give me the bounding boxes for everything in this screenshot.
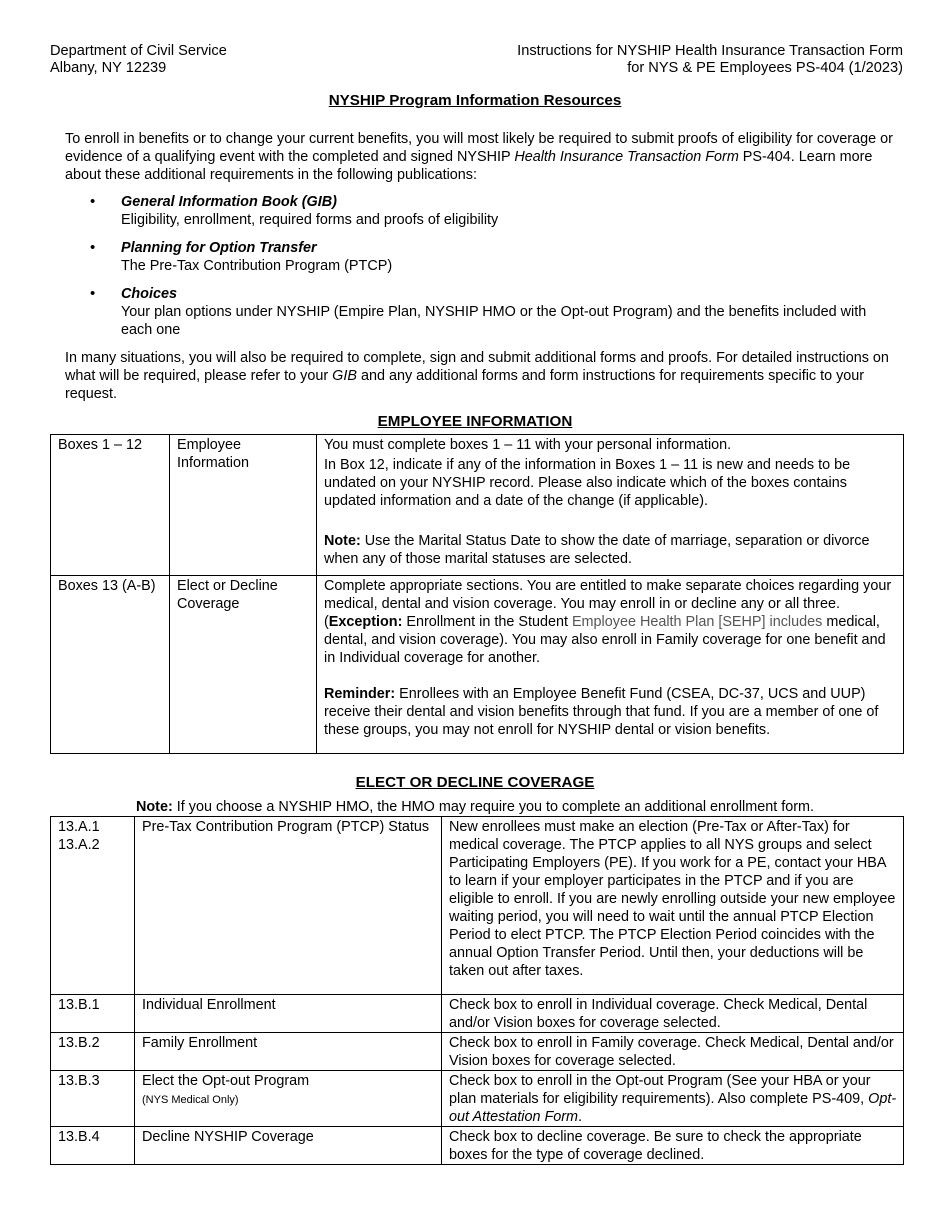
box-code: 13.A.2 (58, 837, 100, 853)
table-row (51, 995, 904, 1033)
item-description-cell: Check box to enroll in Individual coverage. Check Medical, Dental and/or Vision boxes for coverage selected. (442, 995, 904, 1033)
publication-title: • General Information Book (GIB) (121, 194, 337, 210)
box-code-cell: 13.B.4 (51, 1127, 135, 1165)
instruction-part: Complete appropriate sections. You are entitled to make separate choices regarding your medical, dental and vision coverage. You may enroll in or decline any or all three. ( (324, 578, 892, 630)
section-label-cell: Elect or Decline Coverage (170, 576, 317, 754)
exception-label: Exception: (328, 614, 403, 630)
instruction-part: Enrollment in the Student (402, 614, 572, 630)
employee-info-table (50, 434, 904, 754)
item-description-cell: Check box to decline coverage. Be sure to check the appropriate boxes for the type of coverage declined. (442, 1127, 904, 1165)
note-label: Note: (324, 533, 361, 549)
note-body: If you choose a NYSHIP HMO, the HMO may require you to complete an additional enrollment form. (172, 799, 814, 815)
box-code-cell (51, 817, 135, 995)
publications-list (65, 193, 885, 349)
publication-item (65, 239, 885, 275)
description-end: . (578, 1109, 583, 1125)
note-label: Note: (136, 799, 173, 815)
elect-decline-table (50, 816, 904, 1165)
reminder-body: Enrollees with an Employee Benefit Fund (CSEA, DC-37, UCS and UUP) receive their dental and vision benefits through that fund. If you are a member of one of these groups, you may not enroll for NYSHIP dental or vision benefits. (324, 686, 879, 738)
item-label-cell: Individual Enrollment (135, 995, 442, 1033)
section-label-cell: Employee Information (170, 435, 317, 576)
item-label-cell (135, 1071, 442, 1127)
form-title-line2: for NYS & PE Employees PS-404 (1/2023) (627, 60, 903, 76)
instruction-part: medical, dental, and vision coverage). You may also enroll in Family coverage for one benefit and in Individual coverage for another. (324, 614, 886, 666)
intro-text: To enroll in benefits or to change your current benefits, you will most likely be required to submit proofs of eligibility for coverage or evidence of a qualifying event with the completed and signed NYSHIP (65, 131, 893, 165)
publication-item (65, 193, 885, 229)
publication-item (65, 285, 885, 339)
resources-title: NYSHIP Program Information Resources (328, 92, 622, 109)
para2-text: In many situations, you will also be required to complete, sign and submit additional forms and proofs. For detailed instructions on what will be required, please refer to your (65, 350, 889, 384)
box-code-cell: 13.B.3 (51, 1071, 135, 1127)
publication-title: • Planning for Option Transfer (121, 240, 317, 256)
table-row (51, 1071, 904, 1127)
intro-form-name: Health Insurance Transaction Form (514, 149, 739, 165)
publication-title: • Choices (121, 286, 177, 302)
boxes-cell: Boxes 1 – 12 (51, 435, 170, 576)
instructions-cell (317, 576, 904, 754)
additional-requirements-paragraph (65, 349, 900, 403)
publication-description: Your plan options under NYSHIP (Empire Plan, NYSHIP HMO or the Opt-out Program) and the benefits included with each one (121, 304, 867, 338)
item-sublabel: (NYS Medical Only) (142, 1094, 239, 1106)
intro-text-end: PS-404. Learn more about these additional requirements in the following publications: (65, 149, 873, 183)
instruction-text: You must complete boxes 1 – 11 with your personal information. (324, 437, 732, 453)
item-label-cell: Decline NYSHIP Coverage (135, 1127, 442, 1165)
form-title-line1: Instructions for NYSHIP Health Insurance Transaction Form (517, 43, 903, 59)
table-row (51, 576, 904, 754)
elect-decline-title: ELECT OR DECLINE COVERAGE (355, 774, 595, 791)
sehp-text: Employee Health Plan [SEHP] includes (571, 614, 823, 630)
header-right (517, 43, 903, 77)
header-left (50, 43, 227, 77)
item-description-cell (442, 1071, 904, 1127)
para2-text-end: and any additional forms and form instructions for requirements specific to your request. (65, 368, 865, 402)
hmo-note (0, 798, 950, 816)
box-code-cell: 13.B.2 (51, 1033, 135, 1071)
item-description-cell: New enrollees must make an election (Pre-Tax or After-Tax) for medical coverage. The PTCP applies to all NYS groups and select Participating Employers (PE). If you work for a PE, contact your HBA to learn if your employer participates in the PTCP and if you are eligible to enroll. If you are newly enrolling outside your new employee waiting period, you will need to wait until the annual PTCP Election Period to elect PTCP. The PTCP Election Period coincides with the annual Option Transfer Period. Until then, your deductions will be taken out after taxes. (442, 817, 904, 995)
instruction-text: In Box 12, indicate if any of the information in Boxes 1 – 11 is new and needs to be undated on your NYSHIP record. Please also indicate which of the boxes contains updated information and a date of the change (if applicable). (324, 457, 851, 509)
item-label-cell: Pre-Tax Contribution Program (PTCP) Status (135, 817, 442, 995)
note-body: Use the Marital Status Date to show the date of marriage, separation or divorce when any of those marital statuses are selected. (324, 533, 870, 567)
item-label-cell: Family Enrollment (135, 1033, 442, 1071)
instructions-cell (317, 435, 904, 576)
opt-out-form-name: Opt-out Attestation Form (449, 1091, 897, 1125)
note-text (324, 532, 897, 568)
boxes-cell: Boxes 13 (A-B) (51, 576, 170, 754)
item-label: Elect the Opt-out Program (142, 1073, 310, 1089)
box-code-cell: 13.B.1 (51, 995, 135, 1033)
reminder-label: Reminder: (324, 686, 396, 702)
description-part: Check box to enroll in the Opt-out Program (See your HBA or your plan materials for eligibility requirements). Also complete PS-409, (449, 1073, 871, 1107)
table-row (51, 435, 904, 576)
para2-gib: GIB (332, 368, 357, 384)
table-row (51, 1127, 904, 1165)
employee-info-title: EMPLOYEE INFORMATION (377, 413, 573, 430)
item-description-cell: Check box to enroll in Family coverage. Check Medical, Dental and/or Vision boxes for coverage selected. (442, 1033, 904, 1071)
department-name: Department of Civil Service (50, 43, 227, 59)
department-address: Albany, NY 12239 (50, 60, 167, 76)
publication-description: Eligibility, enrollment, required forms and proofs of eligibility (121, 212, 499, 228)
instruction-text (324, 577, 897, 667)
box-code: 13.A.1 (58, 819, 100, 835)
table-row (51, 1033, 904, 1071)
resources-intro (65, 130, 900, 184)
table-row (51, 817, 904, 995)
reminder-text (324, 685, 897, 739)
publication-description: The Pre-Tax Contribution Program (PTCP) (121, 258, 393, 274)
